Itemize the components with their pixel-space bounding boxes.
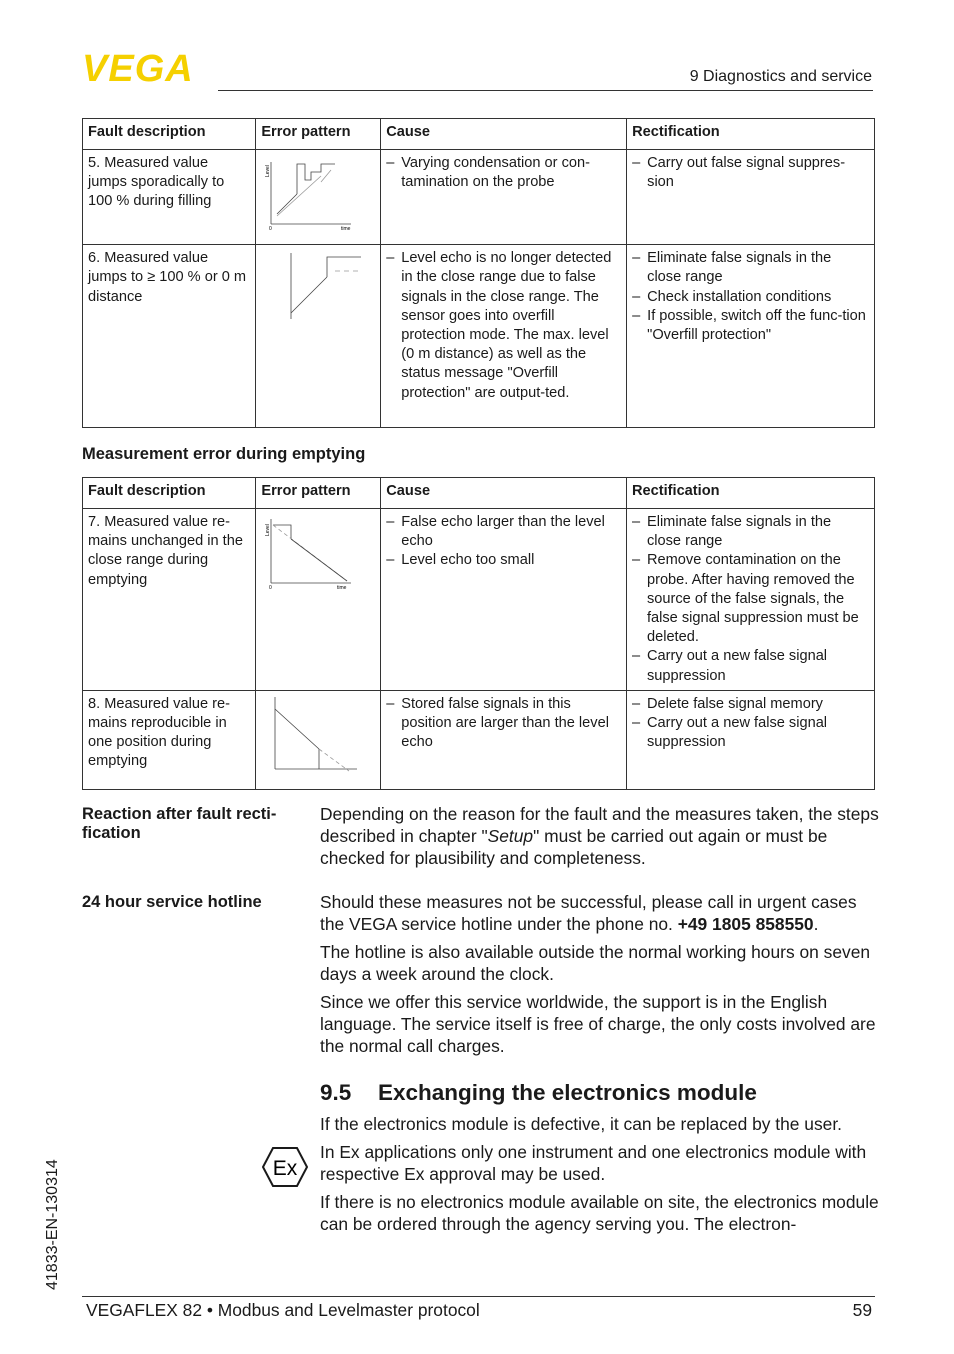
axis-label-x: time: [337, 585, 347, 591]
rectification-cell: [626, 690, 874, 789]
footer-rule: [82, 1296, 875, 1297]
hotline-phone: +49 1805 858550: [677, 914, 814, 934]
pattern-cell: [256, 150, 381, 245]
cause-cell: [381, 150, 627, 245]
col-error-pattern: Error pattern: [256, 119, 381, 150]
table-header-row: [83, 478, 875, 509]
hotline-worldwide-text: Since we offer this service worldwide, the support is in the English language. The service itself is free of charge, the only costs involved are the normal call charges.: [320, 992, 876, 1056]
rectification-item: – If possible, switch off the func-tion "Overfill protection": [632, 307, 869, 345]
table-row: [83, 690, 875, 789]
fault-table-filling: [82, 118, 875, 428]
section-label: 9 Diagnostics and service: [689, 68, 872, 85]
setup-chapter-ref: Setup: [487, 826, 534, 846]
rectification-cell: [627, 150, 875, 245]
cause-item: – Level echo is no longer detected in the close range due to false signals in the close range. The sensor goes into overfill protection mode. The max. level (0 m distance) as well as the status message "Overfill protection" are output-ted.: [386, 249, 621, 403]
rectification-item: – Eliminate false signals in the close range: [632, 513, 869, 551]
hotline-text: [320, 891, 880, 1063]
col-fault-description: Fault description: [83, 119, 256, 150]
table-row: [83, 245, 875, 428]
document-code: 41833-EN-130314: [44, 1159, 61, 1290]
pattern-cell: [256, 509, 381, 691]
hotline-text-1: Should these measures not be successful, please call in urgent cases the VEGA service hotline under the phone no.: [320, 892, 857, 934]
axis-label-x: time: [341, 226, 351, 232]
fault-cell: 7. Measured value re-mains unchanged in the close range during emptying: [83, 509, 256, 691]
error-pattern-graph: [261, 249, 361, 329]
cause-item: – Varying condensation or con-tamination on the probe: [386, 154, 621, 192]
rectification-item: – Carry out a new false signal suppression: [632, 647, 869, 685]
error-pattern-graph: [261, 513, 361, 593]
rectification-item: – Carry out false signal suppres-sion: [632, 154, 869, 192]
axis-label-y: Level: [265, 524, 272, 536]
cause-item: – False echo larger than the level echo: [386, 513, 621, 551]
cause-cell: [381, 509, 627, 691]
rectification-item: – Remove contamination on the probe. After having removed the source of the false signals, the false signal suppression must be deleted.: [632, 551, 869, 647]
section-p3: If there is no electronics module available on site, the electronics module can be ordered through the agency serving you. The electron-: [320, 1192, 879, 1234]
fault-table-emptying: [82, 477, 875, 790]
subheading-emptying: Measurement error during emptying: [82, 445, 366, 463]
section-heading: [320, 1080, 757, 1106]
reaction-text-1: Depending on the reason for the fault and the measures taken, the steps described in chapter ": [320, 804, 879, 846]
section-number: 9.5: [320, 1080, 352, 1105]
fault-cell: 8. Measured value re-mains reproducible in one position during emptying: [83, 690, 256, 789]
section-title: Exchanging the electronics module: [378, 1080, 757, 1105]
table-row: [83, 509, 875, 691]
axis-label-y: Level: [265, 165, 272, 177]
section-p2: In Ex applications only one instrument and one electronics module with respective Ex approval may be used.: [320, 1142, 867, 1184]
rectification-item: – Eliminate false signals in the close range: [632, 249, 869, 287]
axis-origin: 0: [269, 226, 273, 232]
hotline-text-end: .: [813, 914, 819, 934]
logo-text: VEGA: [82, 50, 194, 84]
reaction-text: [320, 803, 880, 875]
reaction-text-2: " must be carried out again or must be checked for plausibility and completeness.: [320, 826, 828, 868]
pattern-cell: [256, 690, 381, 789]
cause-cell: [381, 690, 627, 789]
ex-symbol: Ex: [272, 1157, 298, 1180]
table-header-row: [83, 119, 875, 150]
hotline-hours-text: The hotline is also available outside the normal working hours on seven days a week around the clock.: [320, 942, 871, 984]
col-cause: Cause: [381, 478, 627, 509]
page-number: 59: [852, 1300, 872, 1320]
fault-cell: 6. Measured value jumps to ≥ 100 % or 0 m distance: [83, 245, 256, 428]
col-error-pattern: Error pattern: [256, 478, 381, 509]
footer-product: VEGAFLEX 82 • Modbus and Levelmaster protocol: [86, 1300, 480, 1320]
cause-cell: [381, 245, 627, 428]
error-pattern-graph: [261, 154, 361, 234]
section-body: [320, 1113, 880, 1241]
ex-warning-icon: [262, 1146, 308, 1188]
vega-logo: [82, 50, 212, 84]
axis-origin: 0: [269, 585, 273, 591]
cause-item: – Stored false signals in this position are larger than the level echo: [386, 695, 621, 753]
rectification-item: – Delete false signal memory: [632, 695, 869, 714]
cause-item: – Level echo too small: [386, 551, 621, 570]
col-rectification: Rectification: [627, 119, 875, 150]
rectification-cell: [626, 509, 874, 691]
rectification-cell: [627, 245, 875, 428]
table-row: [83, 150, 875, 245]
section-p1: If the electronics module is defective, it can be replaced by the user.: [320, 1114, 843, 1134]
col-fault-description: Fault description: [83, 478, 256, 509]
pattern-cell: [256, 245, 381, 428]
reaction-label: Reaction after fault recti-fication: [82, 805, 277, 842]
fault-cell: 5. Measured value jumps sporadically to 100 % during filling: [83, 150, 256, 245]
hotline-label: 24 hour service hotline: [82, 893, 262, 911]
header-rule: [218, 90, 873, 91]
rectification-item: – Check installation conditions: [632, 288, 869, 307]
rectification-item: – Carry out a new false signal suppression: [632, 714, 869, 752]
error-pattern-graph: [261, 695, 361, 779]
col-rectification: Rectification: [626, 478, 874, 509]
col-cause: Cause: [381, 119, 627, 150]
